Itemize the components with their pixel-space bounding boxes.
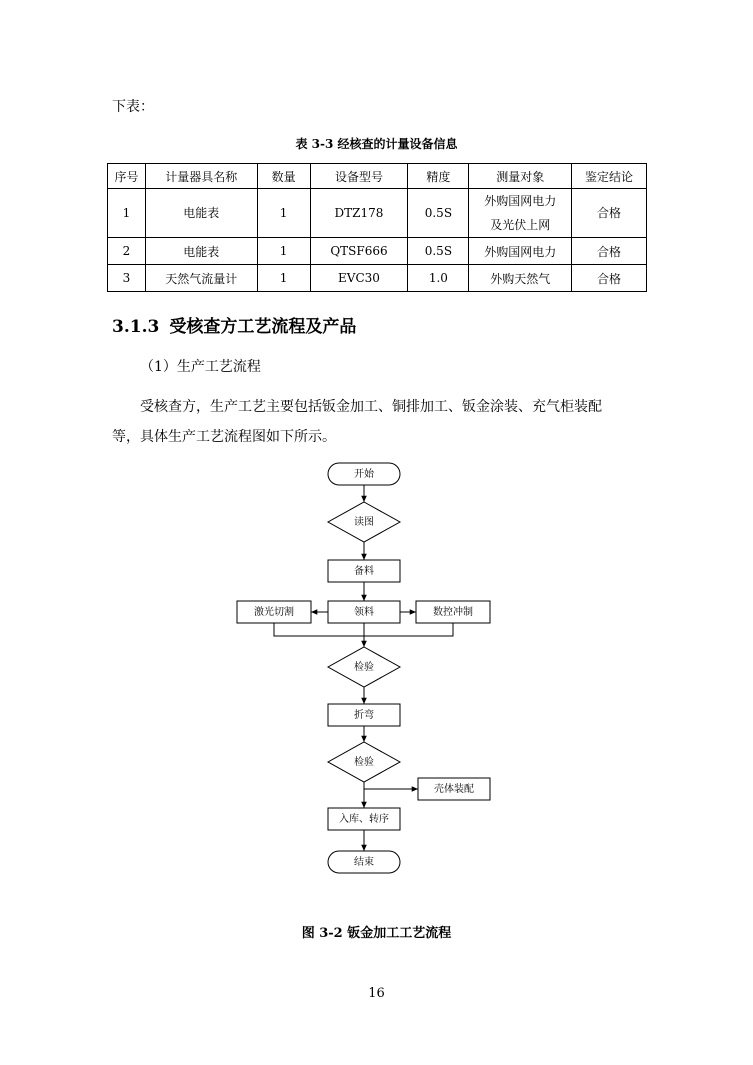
end-label: 结束: [354, 857, 374, 868]
cell-precision: 0.5S: [408, 189, 469, 238]
cell-qty: 1: [257, 189, 310, 238]
storage-transfer-label: 入库、转序: [339, 814, 389, 825]
cell-no: 3: [108, 265, 146, 292]
section-title: 受核查方工艺流程及产品: [169, 317, 357, 337]
cell-conclusion: 合格: [572, 265, 647, 292]
cell-precision: 0.5S: [408, 238, 469, 265]
cell-model: QTSF666: [310, 238, 408, 265]
header-cell: 精度: [408, 164, 469, 189]
cell-model: DTZ178: [310, 189, 408, 238]
cell-conclusion: 合格: [572, 189, 647, 238]
receive-material-label: 领料: [354, 607, 374, 618]
cell-object: 外购天然气: [469, 265, 572, 292]
cell-object: 外购国网电力: [469, 238, 572, 265]
prepare-material-label: 备料: [354, 566, 374, 577]
start-label: 开始: [354, 469, 374, 480]
cell-name: 天然气流量计: [145, 265, 257, 292]
table-caption: 表 3-3 经核查的计量设备信息: [295, 137, 458, 151]
cnc-punching-label: 数控冲制: [433, 607, 473, 618]
cell-object-line2: 及光伏上网: [490, 218, 551, 232]
header-cell: 测量对象: [469, 164, 572, 189]
header-cell: 设备型号: [310, 164, 408, 189]
cell-qty: 1: [257, 238, 310, 265]
cell-qty: 1: [257, 265, 310, 292]
cell-no: 2: [108, 238, 146, 265]
cell-precision: 1.0: [408, 265, 469, 292]
inspection-1-label: 检验: [354, 662, 374, 673]
page-number: 16: [368, 986, 385, 1001]
header-cell: 计量器具名称: [145, 164, 257, 189]
header-cell: 鉴定结论: [572, 164, 647, 189]
bending-label: 折弯: [354, 710, 374, 721]
header-cell: 数量: [257, 164, 310, 189]
cell-conclusion: 合格: [572, 238, 647, 265]
section-number: 3.1.3: [112, 317, 160, 337]
paragraph-line-1: 受核查方，生产工艺主要包括钣金加工、铜排加工、钣金涂装、充气柜装配: [140, 399, 602, 415]
shell-assembly-label: 壳体装配: [434, 784, 474, 795]
laser-cutting-label: 激光切割: [254, 607, 294, 618]
read-drawing-label: 读图: [354, 517, 374, 528]
intro-text: 下表：: [112, 99, 154, 115]
cell-model: EVC30: [310, 265, 408, 292]
cell-no: 1: [108, 189, 146, 238]
paragraph-line-2: 等，具体生产工艺流程图如下所示。: [112, 429, 336, 445]
cell-name: 电能表: [145, 238, 257, 265]
inspection-2-label: 检验: [354, 757, 374, 768]
header-cell: 序号: [108, 164, 146, 189]
cell-object-line1: 外购国网电力: [484, 194, 557, 208]
subsection-heading: （1）生产工艺流程: [140, 359, 261, 375]
figure-caption: 图 3-2 钣金加工工艺流程: [301, 926, 452, 941]
cell-name: 电能表: [145, 189, 257, 238]
